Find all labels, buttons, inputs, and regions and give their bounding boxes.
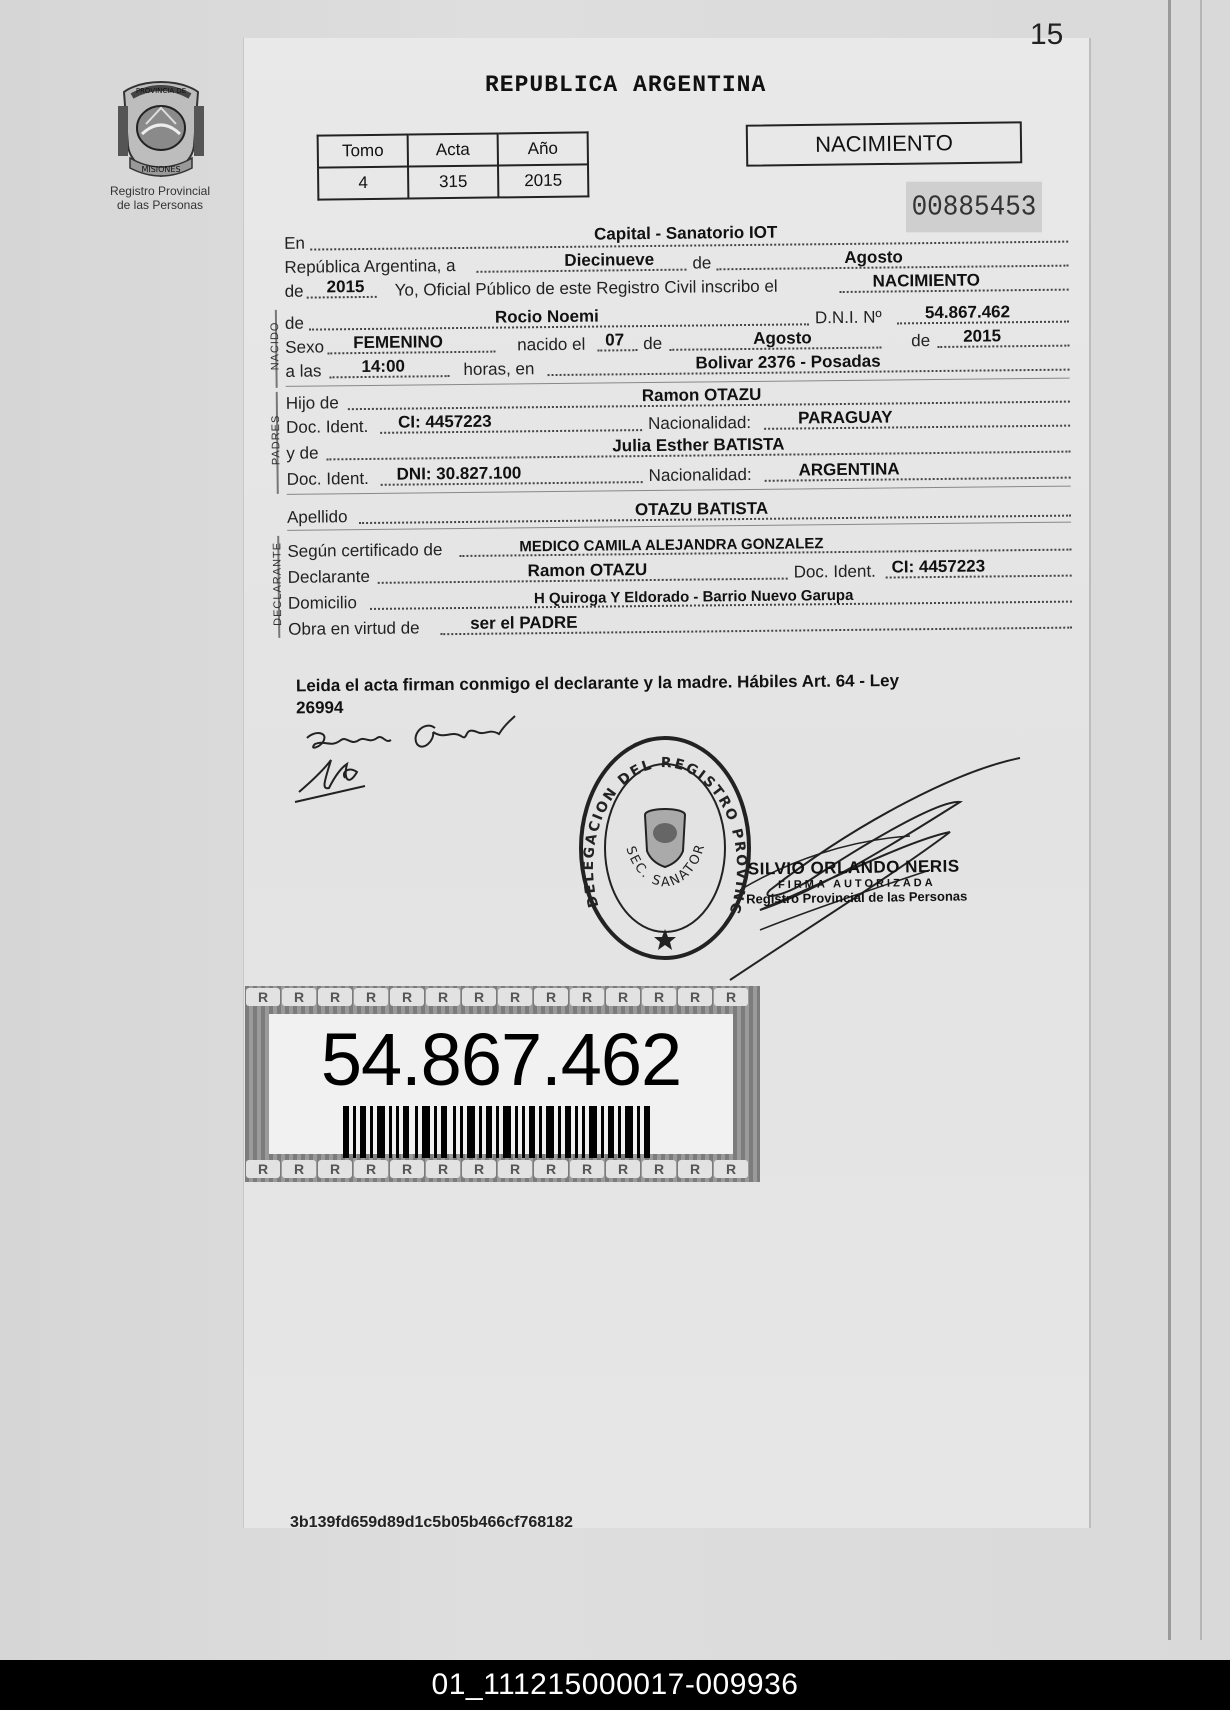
strip-letter: R bbox=[570, 1160, 604, 1178]
label-declarante: Declarante bbox=[287, 566, 370, 587]
strip-letter: R bbox=[318, 988, 352, 1006]
document-title: REPUBLICA ARGENTINA bbox=[485, 72, 767, 98]
document-hash: 3b139fd659d89d1c5b05b466cf768182 bbox=[290, 1514, 573, 1531]
strip-letter: R bbox=[462, 1160, 496, 1178]
strip-letter: R bbox=[678, 1160, 712, 1178]
serial-number: 00885453 bbox=[906, 182, 1042, 233]
label-nacido-el: nacido el bbox=[517, 334, 586, 355]
strip-letter: R bbox=[390, 988, 424, 1006]
seal-inner-text: SEC. SANATOR bbox=[622, 841, 709, 891]
act-table bbox=[317, 131, 590, 200]
act-table-header-acta: Acta bbox=[408, 133, 498, 166]
label-hijo-de: Hijo de bbox=[285, 393, 339, 413]
dotted-line bbox=[937, 345, 1069, 348]
act-table-header-tomo: Tomo bbox=[318, 135, 408, 168]
official-role: FIRMA AUTORIZADA bbox=[777, 876, 936, 892]
value-doc-madre: DNI: 30.827.100 bbox=[396, 463, 522, 484]
value-nacionalidad-madre: ARGENTINA bbox=[798, 459, 900, 480]
value-domicilio: H Quiroga Y Eldorado - Barrio Nuevo Garupa bbox=[533, 586, 854, 608]
value-lugar-nacimiento: Bolivar 2376 - Posadas bbox=[695, 351, 881, 373]
label-obra: Obra en virtud de bbox=[288, 618, 420, 639]
section-label-nacido: NACIDO bbox=[268, 321, 282, 371]
strip-letter: R bbox=[678, 988, 712, 1006]
value-anio-inscripcion: 2015 bbox=[326, 276, 365, 297]
id-number-label bbox=[245, 986, 760, 1182]
strip-letter: R bbox=[498, 988, 532, 1006]
act-table-tomo: 4 bbox=[318, 167, 408, 200]
id-number: 54.867.462 bbox=[320, 1018, 682, 1101]
page-number: 15 bbox=[1030, 18, 1064, 51]
strip-letter: R bbox=[642, 1160, 676, 1178]
value-certificado: MEDICO CAMILA ALEJANDRA GONZALEZ bbox=[519, 535, 824, 556]
strip-letter: R bbox=[498, 1160, 532, 1178]
value-hora: 14:00 bbox=[361, 356, 406, 377]
label-nacionalidad-madre: Nacionalidad: bbox=[648, 464, 752, 486]
act-table-ano: 2015 bbox=[498, 164, 588, 197]
logo-bottom-text: MISIONES bbox=[141, 165, 181, 174]
value-nombre: Rocio Noemi bbox=[494, 306, 599, 327]
label-strip-top bbox=[245, 986, 760, 1008]
strip-letter: R bbox=[426, 988, 460, 1006]
act-table-header-ano: Año bbox=[498, 132, 588, 165]
strip-letter: R bbox=[534, 988, 568, 1006]
value-lugar-inscripcion: Capital - Sanatorio IOT bbox=[593, 222, 778, 244]
act-table-acta: 315 bbox=[408, 165, 498, 198]
value-doc-padre: CI: 4457223 bbox=[397, 411, 492, 432]
logo-caption-line1: Registro Provincial bbox=[109, 184, 211, 198]
label-strip-bottom bbox=[245, 1158, 760, 1180]
label-de-anio-nacimiento: de bbox=[911, 331, 931, 351]
act-type-box: NACIMIENTO bbox=[746, 121, 1022, 166]
strip-letter: R bbox=[390, 1160, 424, 1178]
section-label-padres: PADRES bbox=[269, 414, 283, 466]
label-a-las: a las bbox=[285, 361, 322, 381]
official-name: SILVIO ORLANDO NERIS bbox=[747, 856, 960, 879]
strip-letter: R bbox=[462, 988, 496, 1006]
section-label-declarante: DECLARANTE bbox=[271, 541, 285, 626]
label-segun-certificado: Según certificado de bbox=[287, 540, 443, 561]
value-madre: Julia Esther BATISTA bbox=[612, 434, 785, 456]
value-dia-nacimiento: 07 bbox=[605, 330, 625, 350]
value-doc-declarante: CI: 4457223 bbox=[891, 556, 986, 577]
official-block bbox=[748, 856, 968, 906]
value-dni: 54.867.462 bbox=[924, 302, 1011, 323]
value-declarante: Ramon OTAZU bbox=[527, 560, 648, 581]
strip-letter: R bbox=[282, 988, 316, 1006]
strip-letter: R bbox=[534, 1160, 568, 1178]
strip-letter: R bbox=[354, 1160, 388, 1178]
value-padre: Ramon OTAZU bbox=[641, 384, 762, 406]
strip-letter: R bbox=[318, 1160, 352, 1178]
value-dia: Diecinueve bbox=[564, 249, 655, 270]
strip-letter: R bbox=[570, 988, 604, 1006]
label-dni: D.N.I. Nº bbox=[814, 307, 882, 328]
logo-caption bbox=[95, 184, 225, 212]
value-anio-nacimiento: 2015 bbox=[963, 326, 1002, 346]
official-organization: Registro Provincial de las Personas bbox=[746, 888, 968, 907]
strip-letter: R bbox=[606, 988, 640, 1006]
strip-letter: R bbox=[246, 988, 280, 1006]
barcode-icon bbox=[343, 1106, 653, 1158]
value-tipo-inscripcion: NACIMIENTO bbox=[872, 270, 981, 291]
page-edge-outer bbox=[1200, 0, 1202, 1640]
label-republica: República Argentina, a bbox=[284, 256, 456, 277]
strip-letter: R bbox=[714, 1160, 748, 1178]
label-apellido: Apellido bbox=[286, 507, 348, 527]
label-de-mes: de bbox=[643, 333, 663, 354]
label-oficial: Yo, Oficial Público de este Registro Civil inscribo el bbox=[394, 276, 778, 300]
label-de-anio: de bbox=[284, 281, 304, 301]
declarante-signature bbox=[285, 710, 585, 825]
label-doc-declarante: Doc. Ident. bbox=[793, 561, 876, 582]
logo-top-text: PROVINCIA DE bbox=[135, 87, 187, 95]
label-doc-madre: Doc. Ident. bbox=[286, 468, 369, 489]
page-edge bbox=[1168, 0, 1171, 1640]
seal-outer-text: DELEGACION DEL REGISTRO PROVINC bbox=[580, 754, 750, 917]
value-obra: ser el PADRE bbox=[470, 612, 578, 633]
label-inner bbox=[269, 1014, 733, 1154]
footer-document-code: 01_111215000017-009936 bbox=[431, 1668, 799, 1701]
label-horas-en: horas, en bbox=[463, 359, 535, 379]
value-mes-nacimiento: Agosto bbox=[753, 328, 812, 348]
strip-letter: R bbox=[426, 1160, 460, 1178]
value-sexo: FEMENINO bbox=[353, 332, 444, 353]
value-apellido: OTAZU BATISTA bbox=[634, 498, 769, 520]
strip-letter: R bbox=[354, 988, 388, 1006]
strip-letter: R bbox=[246, 1160, 280, 1178]
strip-letter: R bbox=[642, 988, 676, 1006]
label-en: En bbox=[284, 233, 306, 253]
label-de-nombre: de bbox=[284, 313, 305, 333]
strip-letter: R bbox=[714, 988, 748, 1006]
closing-note-line1: Leida el acta firman conmigo el declarante y la madre. Hábiles Art. 64 - Ley bbox=[295, 671, 900, 696]
value-nacionalidad-padre: PARAGUAY bbox=[797, 407, 893, 428]
strip-letter: R bbox=[606, 1160, 640, 1178]
logo-caption-line2: de las Personas bbox=[116, 198, 204, 212]
strip-letter: R bbox=[282, 1160, 316, 1178]
label-domicilio: Domicilio bbox=[287, 593, 357, 613]
label-nacionalidad-padre: Nacionalidad: bbox=[647, 412, 752, 434]
label-y-de: y de bbox=[286, 443, 319, 463]
label-sexo: Sexo bbox=[285, 337, 325, 357]
label-de: de bbox=[692, 253, 712, 273]
label-doc-padre: Doc. Ident. bbox=[285, 416, 369, 437]
value-mes: Agosto bbox=[844, 247, 903, 267]
closing-note-line2: 26994 bbox=[296, 697, 344, 718]
